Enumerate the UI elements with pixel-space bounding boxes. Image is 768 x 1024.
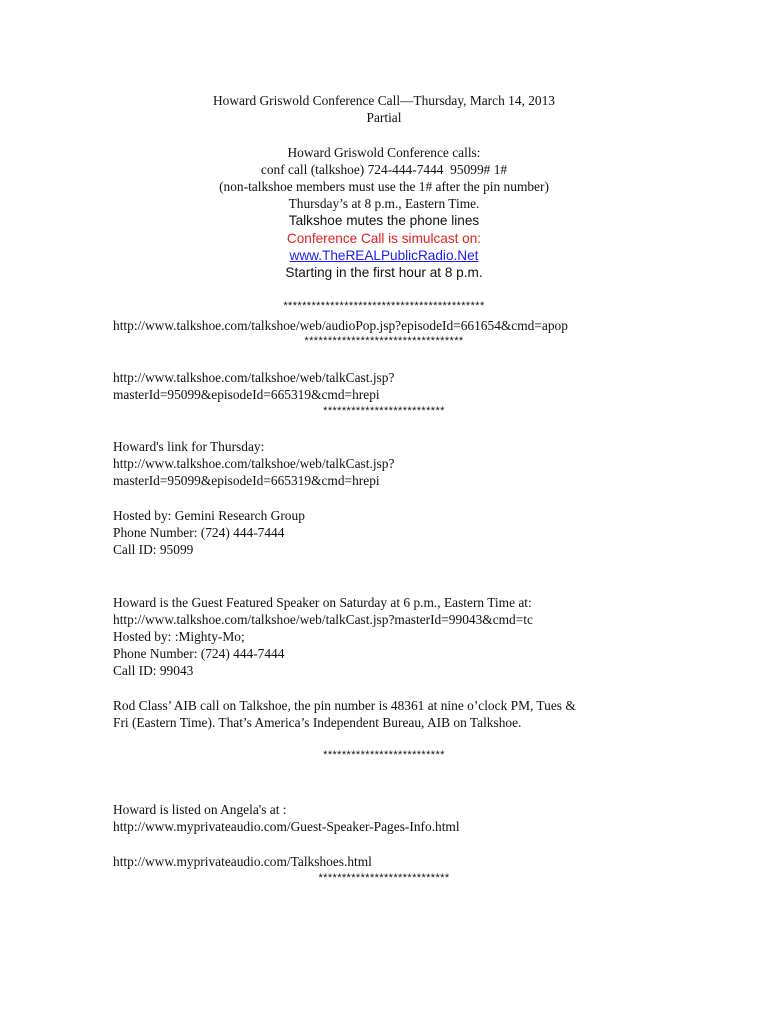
- thursday-link-label: Howard's link for Thursday:: [113, 439, 265, 454]
- aib-line2: Fri (Eastern Time). That’s America’s Independent Bureau, AIB on Talkshoe.: [113, 715, 522, 730]
- talkcast-url-line1: http://www.talkshoe.com/talkshoe/web/talkCast.jsp?: [113, 370, 395, 385]
- host1-hosted-by: Hosted by: Gemini Research Group: [113, 508, 305, 523]
- simulcast-note: Conference Call is simulcast on:: [286, 231, 482, 246]
- angela-url-1: http://www.myprivateaudio.com/Guest-Speaker-Pages-Info.html: [113, 819, 460, 834]
- angela-heading: Howard is listed on Angela's at :: [113, 802, 287, 817]
- separator-3: **************************: [323, 405, 445, 417]
- call-time: Thursday’s at 8 p.m., Eastern Time.: [288, 196, 480, 211]
- radio-link[interactable]: www.TheREALPublicRadio.Net: [289, 248, 479, 263]
- start-note: Starting in the first hour at 8 p.m.: [285, 265, 483, 280]
- host1-phone: Phone Number: (724) 444-7444: [113, 525, 285, 540]
- conf-call-number: conf call (talkshoe) 724-444-7444 95099# 1#: [260, 162, 508, 177]
- saturday-url: http://www.talkshoe.com/talkshoe/web/talkCast.jsp?masterId=99043&cmd=tc: [113, 612, 533, 627]
- non-member-note: (non-talkshoe members must use the 1# after the pin number): [219, 179, 549, 194]
- radio-link-row: [0, 247, 768, 264]
- separator-1: *******************************************: [283, 300, 485, 312]
- thursday-url-line2: masterId=95099&episodeId=665319&cmd=hrepi: [113, 473, 380, 488]
- aib-line1: Rod Class’ AIB call on Talkshoe, the pin number is 48361 at nine o’clock PM, Tues &: [113, 698, 576, 713]
- thursday-url-line1: http://www.talkshoe.com/talkshoe/web/talkCast.jsp?: [113, 456, 395, 471]
- separator-2: **********************************: [304, 335, 464, 347]
- audio-pop-url: http://www.talkshoe.com/talkshoe/web/audioPop.jsp?episodeId=661654&cmd=apop: [113, 318, 568, 333]
- saturday-call-id: Call ID: 99043: [113, 663, 194, 678]
- host1-call-id: Call ID: 95099: [113, 542, 194, 557]
- intro-heading: Howard Griswold Conference calls:: [287, 145, 481, 160]
- angela-url-2: http://www.myprivateaudio.com/Talkshoes.html: [113, 854, 372, 869]
- saturday-heading: Howard is the Guest Featured Speaker on Saturday at 6 p.m., Eastern Time at:: [113, 595, 532, 610]
- document-title: Howard Griswold Conference Call—Thursday, March 14, 2013: [213, 93, 555, 108]
- separator-4: **************************: [323, 749, 445, 761]
- document-subtitle: Partial: [366, 110, 402, 125]
- separator-5: ****************************: [318, 872, 450, 884]
- saturday-hosted-by: Hosted by: :Mighty-Mo;: [113, 629, 245, 644]
- mute-note: Talkshoe mutes the phone lines: [288, 213, 480, 228]
- saturday-phone: Phone Number: (724) 444-7444: [113, 646, 285, 661]
- talkcast-url-line2: masterId=95099&episodeId=665319&cmd=hrepi: [113, 387, 380, 402]
